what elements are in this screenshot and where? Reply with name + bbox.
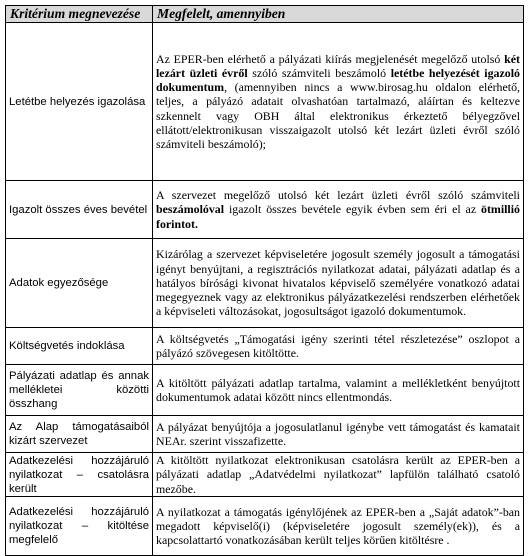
criterion-cell <box>6 239 153 328</box>
condition-cell <box>153 365 524 416</box>
criterion-cell <box>6 453 153 497</box>
criterion-cell <box>6 181 153 239</box>
condition-text: , (amennyiben nincs a www.birosag.hu oldalon elérhető, teljes, a pályázó adatait olvashatóan tartalmazó, aláírtan és keltezve szkennelt vagy OBH által elektronikus érkeztető bélyegzővel ellátott/elektronikusan visszaigazolt utolsó két lezárt üzleti évről szóló számviteli beszámoló); <box>156 80 520 151</box>
header-condition: Megfelelt, amennyiben <box>153 6 524 23</box>
condition-text-bold: letétbe helyezését igazoló dokumentum <box>156 65 520 95</box>
table-row <box>6 365 524 416</box>
table-row <box>6 23 524 181</box>
criterion-label: Pályázati adatlap és annak mellékletei közötti összhang <box>9 370 149 410</box>
criterion-cell <box>6 23 153 181</box>
condition-text: Az EPER-ben elérhető a pályázati kiírás megjelenését megelőző utolsó <box>156 51 505 66</box>
condition-text: A szervezet megelőző utolsó két lezárt üzleti évről szóló számviteli <box>156 188 520 203</box>
condition-cell <box>153 181 524 239</box>
criterion-label: Adatkezelési hozzájáruló nyilatkozat – kitöltése megfelelő <box>9 506 149 546</box>
table-row <box>6 453 524 497</box>
table-body <box>6 23 524 556</box>
condition-text: Kizárólag a szervezet képviseletére jogosult személy jogosult a támogatási igényt benyújtani, a regisztrációs nyilatkozat adatai, pályázati adatlap és a hatályos bírósági kivonat hivatalos képviselő személyére vonatkozó adatai megegyeznek vagy az elektronikus pályázatkezelési rendszerben elérhetőek a képviseleti változásokat, jogosultságot igazoló dokumentumok. <box>156 247 520 319</box>
criterion-label: Költségvetés indoklása <box>9 340 125 352</box>
condition-text: igazolt összes bevétele egyik évben sem éri el az <box>224 202 482 217</box>
condition-text: A pályázat benyújtója a jogosulatlanul igénybe vett támogatást és kamatait NEAr. szerint visszafizette. <box>156 419 520 448</box>
condition-cell <box>153 239 524 328</box>
table-row <box>6 181 524 239</box>
criterion-label: Az Alap támogatásaiból kizárt szervezet <box>9 421 149 447</box>
condition-cell <box>153 416 524 453</box>
condition-text: A kitöltött pályázati adatlap tartalma, valamint a mellékletként benyújtott dokumentumok adatai között nincs ellentmondás. <box>156 375 520 404</box>
criterion-label: Adatok egyezősége <box>9 277 109 289</box>
condition-cell <box>153 453 524 497</box>
criterion-label: Adatkezelési hozzájáruló nyilatkozat – csatolásra került <box>9 454 149 495</box>
criterion-cell <box>6 328 153 365</box>
table-row <box>6 239 524 328</box>
condition-text-bold: két lezárt üzleti évről <box>156 51 520 80</box>
table-row <box>6 497 524 556</box>
condition-cell <box>153 328 524 365</box>
header-row <box>6 6 524 23</box>
criterion-label: Igazolt összes éves bevétel <box>9 203 148 216</box>
condition-text: A nyilatkozat a támogatás igénylőjének az EPER-ben a „Saját adatok”-ban megadott képviselő(i) (képviseletére jogosult személy(ek)), és a kapcsolattartó vonatkozásában került teljes körűen kitöltésre . <box>156 504 520 548</box>
condition-text: A kitöltött nyilatkozat elektronikusan csatolásra került az EPER-ben a pályázati adatlap „Adatvédelmi nyilatkozat” lapfülön található csatoló mezőbe. <box>156 453 520 496</box>
criterion-cell <box>6 497 153 556</box>
condition-cell <box>153 23 524 181</box>
condition-text: szóló számviteli beszámoló <box>247 65 391 80</box>
condition-text-bold: ötmillió forintot. <box>156 202 520 231</box>
criterion-cell <box>6 416 153 453</box>
condition-cell <box>153 497 524 556</box>
header-criterion: Kritérium megnevezése <box>6 6 153 23</box>
condition-text: A költségvetés „Támogatási igény szerinti tétel részletezése” oszlopot a pályázó szövegesen kitöltötte. <box>156 331 520 360</box>
table-row <box>6 416 524 453</box>
condition-text-bold: beszámolóval <box>156 202 225 217</box>
table-row <box>6 328 524 365</box>
criteria-table <box>5 5 524 556</box>
criterion-cell <box>6 365 153 416</box>
criterion-label: Letétbe helyezés igazolása <box>9 95 146 108</box>
